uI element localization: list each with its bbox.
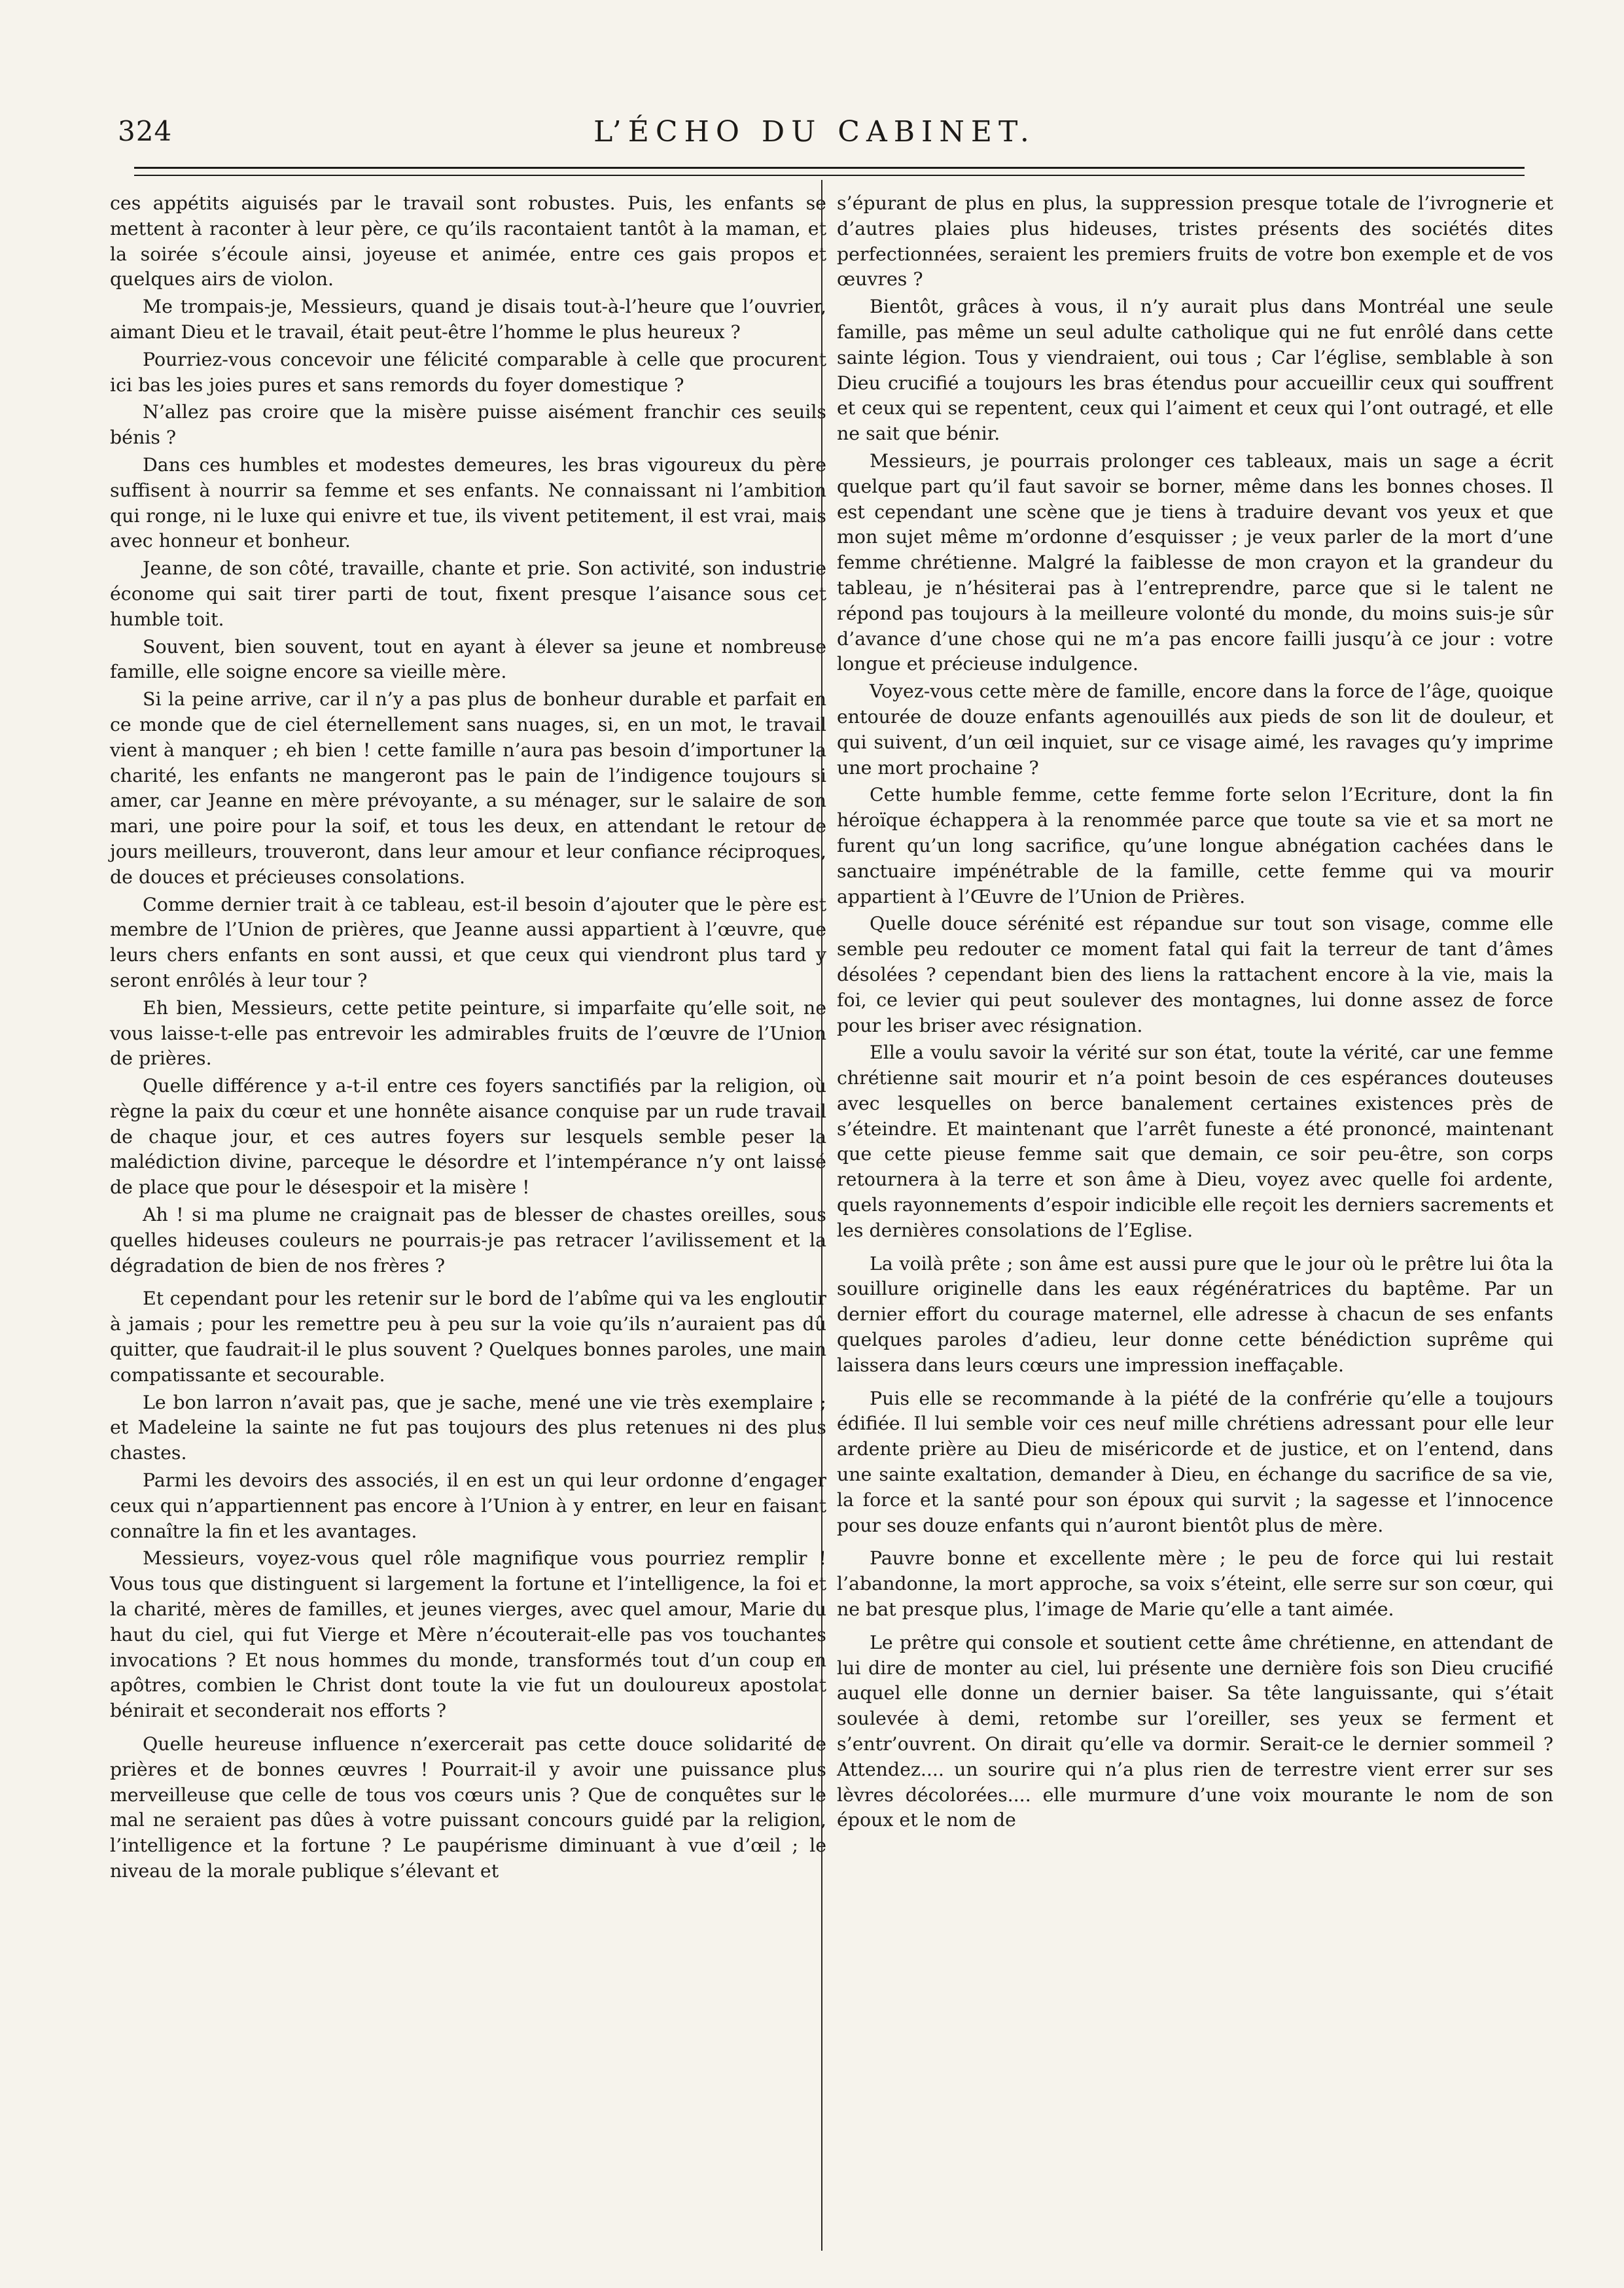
paragraph: Messieurs, je pourrais prolonger ces tableaux, mais un sage a écrit quelque part qu’il faut savoir se borner, même dans les bonnes choses. Il est cependant une scène que je tiens à traduire devant vos yeux et que mon sujet même m’ordonne d’esquisser ; je veux parler de la mort d’une femme chrétienne. Malgré la faiblesse de mon crayon et la grandeur du tableau, je n’hésiterai pas à l’entreprendre, parce que si le talent ne répond pas toujours à la meilleure volonté du monde, du moins suis-je sûr d’avance d’une chose qui ne m’a pas encore failli jusqu’à ce jour : votre longue et précieuse indulgence. [837,449,1553,675]
paragraph: Le bon larron n’avait pas, que je sache, mené une vie très exemplaire ; et Madeleine la sainte ne fut pas toujours des plus retenues ni des plus chastes. [110,1391,826,1464]
paragraph: Parmi les devoirs des associés, il en est un qui leur ordonne d’engager ceux qui n’appartiennent pas encore à l’Union à y entrer, en leur en faisant connaître la fin et les avantages. [110,1470,826,1542]
paragraph: Jeanne, de son côté, travaille, chante et prie. Son activité, son industrie économe qui sait tirer parti de tout, fixent presque l’aisance sous cet humble toit. [110,557,826,630]
paragraph: Ah ! si ma plume ne craignait pas de blesser de chastes oreilles, sous quelles hideuses couleurs ne pourrais-je pas retracer l’avilissement et la dégradation de bien de nos frères ? [110,1204,826,1276]
paragraph: Quelle différence y a-t-il entre ces foyers sanctifiés par la religion, où règne la paix du cœur et une honnête aisance conquise par un rude travail de chaque jour, et ces autres foyers sur lesquels semble peser la malédiction divine, parceque le désordre et l’intempérance n’y ont laissé de place que pour le désespoir et la misère ! [110,1075,826,1199]
header-rule-thick [134,167,1525,169]
paragraph: Pauvre bonne et excellente mère ; le peu de force qui lui restait l’abandonne, la mort approche, sa voix s’éteint, elle serre sur son cœur, qui ne bat presque plus, l’image de Marie qu’elle a tant aimée. [837,1547,1553,1621]
page-header [118,115,1511,161]
paragraph: La voilà prête ; son âme est aussi pure que le jour où le prêtre lui ôta la souillure originelle dans les eaux régénératrices du baptême. Par un dernier effort du courage maternel, elle adresse à chacun de ses enfants quelques paroles d’adieu, leur donne cette bénédiction suprême qui laissera dans leurs cœurs une impression ineffaçable. [837,1252,1553,1376]
paragraph: s’épurant de plus en plus, la suppression presque totale de l’ivrognerie et d’autres plaies plus hideuses, tristes présents des sociétés dites perfectionnées, seraient les premiers fruits de votre bon exemple et de vos œuvres ? [837,192,1553,290]
paragraph: ces appétits aiguisés par le travail sont robustes. Puis, les enfants se mettent à raconter à leur père, ce qu’ils racontaient tantôt à la maman, et la soirée s’écoule ainsi, joyeuse et animée, entre ces gais propos et quelques airs de violon. [110,192,826,290]
paragraph: Eh bien, Messieurs, cette petite peinture, si imparfaite qu’elle soit, ne vous laisse-t-elle pas entrevoir les admirables fruits de l’œuvre de l’Union de prières. [110,996,826,1070]
paragraph: Puis elle se recommande à la piété de la confrérie qu’elle a toujours édifiée. Il lui semble voir ces neuf mille chrétiens adressant pour elle leur ardente prière au Dieu de miséricorde et de justice, et on l’entend, dans une sainte exaltation, demander à Dieu, en échange du sacrifice de sa vie, la force et la santé pour son époux qui survit ; la sagesse et l’innocence pour ses douze enfants qui n’auront bientôt plus de mère. [837,1387,1553,1536]
paragraph: Cette humble femme, cette femme forte selon l’Ecriture, dont la fin héroïque échappera à la renommée parce que toute sa vie et sa mort ne furent qu’un long sacrifice, qu’une longue abnégation cachées dans le sanctuaire impénétrable de la famille, cette femme qui va mourir appartient à l’Œuvre de l’Union de Prières. [837,784,1553,907]
header-rule-thin [134,175,1525,176]
paragraph: N’allez pas croire que la misère puisse aisément franchir ces seuils bénis ? [110,401,826,449]
paragraph: Me trompais-je, Messieurs, quand je disais tout-à-l’heure que l’ouvrier, aimant Dieu et le travail, était peut-être l’homme le plus heureux ? [110,296,826,343]
paragraph: Elle a voulu savoir la vérité sur son état, toute la vérité, car une femme chrétienne sait mourir et n’a point besoin de ces espérances douteuses avec lesquelles on berce banalement certaines existences près de s’éteindre. Et maintenant que l’arrêt funeste a été prononcé, maintenant que cette pieuse femme sait que demain, ce soir peu-être, son corps retournera à la terre et son âme à Dieu, voyez avec quelle foi ardente, quels rayonnements d’espoir indicible elle reçoit les derniers sacrements et les dernières consolations de l’Eglise. [837,1042,1553,1241]
paragraph: Bientôt, grâces à vous, il n’y aurait plus dans Montréal une seule famille, pas même un seul adulte catholique qui ne fut enrôlé dans cette sainte légion. Tous y viendraient, oui tous ; Car l’église, semblable à son Dieu crucifié a toujours les bras étendus pour accueillir ceux qui souffrent et ceux qui se repentent, ceux qui l’aiment et ceux qui l’ont outragé, et elle ne sait que bénir. [837,296,1553,445]
paragraph: Voyez-vous cette mère de famille, encore dans la force de l’âge, quoique entourée de douze enfants agenouillés aux pieds de son lit de douleur, et qui suivent, d’un œil inquiet, sur ce visage aimé, les ravages qu’y imprime une mort prochaine ? [837,680,1553,779]
paragraph: Messieurs, voyez-vous quel rôle magnifique vous pourriez remplir ! Vous tous que distinguent si largement la fortune et l’intelligence, la foi et la charité, mères de familles, et jeunes vierges, avec quel amour, Marie du haut du ciel, qui fut Vierge et Mère n’écouterait-elle pas vos touchantes invocations ? Et nous hommes du monde, transformés tout d’un coup en apôtres, combien le Christ dont toute la vie fut un douloureux apostolat bénirait et seconderait nos efforts ? [110,1547,826,1722]
paragraph: Souvent, bien souvent, tout en ayant à élever sa jeune et nombreuse famille, elle soigne encore sa vieille mère. [110,635,826,683]
paragraph: Et cependant pour les retenir sur le bord de l’abîme qui va les engloutir à jamais ; pour les remettre peu à peu sur la voie qu’ils n’auraient pas dû quitter, que faudrait-il le plus souvent ? Quelques bonnes paroles, une main compatissante et secourable. [110,1288,826,1386]
left-column [110,191,826,1886]
page-number: 324 [118,115,173,147]
paragraph: Comme dernier trait à ce tableau, est-il besoin d’ajouter que le père est membre de l’Union de prières, que Jeanne aussi appartient à l’œuvre, que leurs chers enfants en sont aussi, et que ceux qui viendront plus tard y seront enrôlés à leur tour ? [110,893,826,991]
paragraph: Le prêtre qui console et soutient cette âme chrétienne, en attendant de lui dire de monter au ciel, lui présente une dernière fois son Dieu crucifié auquel elle donne un dernier baiser. Sa tête languissante, qui s’était soulevée à demi, retombe sur l’oreiller, ses yeux se ferment et s’entr’ouvrent. On dirait qu’elle va dormir. Serait-ce le dernier sommeil ? Attendez.... un sourire qui n’a plus rien de terrestre vient errer sur ses lèvres décolorées.... elle murmure d’une voix mourante le nom de son époux et le nom de [837,1631,1553,1831]
paragraph: Quelle douce sérénité est répandue sur tout son visage, comme elle semble peu redouter ce moment fatal qui fait la terreur de tant d’âmes désolées ? cependant bien des liens la rattachent encore à la vie, mais la foi, ce levier qui peut soulever des montagnes, lui donne assez de force pour les briser avec résignation. [837,913,1553,1036]
paragraph: Si la peine arrive, car il n’y a pas plus de bonheur durable et parfait en ce monde que de ciel éternellement sans nuages, si, en un mot, le travail vient à manquer ; eh bien ! cette famille n’aura pas besoin d’importuner la charité, les enfants ne mangeront pas le pain de l’indigence toujours si amer, car Jeanne en mère prévoyante, a su ménager, sur le salaire de son mari, une poire pour la soif, et tous les deux, en attendant le retour de jours meilleurs, trouveront, dans leur amour et leur confiance réciproques, de douces et précieuses consolations. [110,688,826,888]
journal-title: L’ÉCHO DU CABINET. [593,115,1036,149]
paragraph: Quelle heureuse influence n’exercerait pas cette douce solidarité de prières et de bonnes œuvres ! Pourrait-il y avoir une puissance plus merveilleuse que celle de tous vos cœurs unis ? Que de conquêtes sur le mal ne seraient pas dûes à votre puissant concours guidé par la religion, l’intelligence et la fortune ? Le paupérisme diminuant à vue d’œil ; le niveau de la morale publique s’élevant et [110,1733,826,1882]
paragraph: Dans ces humbles et modestes demeures, les bras vigoureux du père suffisent à nourrir sa femme et ses enfants. Ne connaissant ni l’ambition qui ronge, ni le luxe qui enivre et tue, ils vivent petitement, il est vrai, mais avec honneur et bonheur. [110,453,826,552]
right-column [837,191,1553,1835]
paragraph: Pourriez-vous concevoir une félicité comparable à celle que procurent ici bas les joies pures et sans remords du foyer domestique ? [110,348,826,396]
